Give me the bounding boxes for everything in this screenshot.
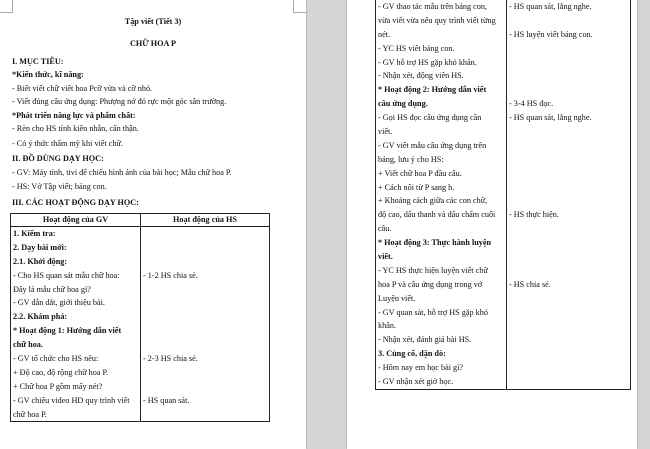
cell-line: 2.1. Khởi động: [13,256,68,266]
cell-line [509,14,628,28]
section-line: III. CÁC HOẠT ĐỘNG DẠY HỌC: [12,198,139,207]
cell-line: - 3-4 HS đọc. [509,99,554,109]
cell-line: - HS chia sẻ. [509,279,551,289]
cell-line: - GV dẫn dắt, giới thiệu bài. [13,298,105,308]
section-line: II. ĐỒ DÙNG DẠY HỌC: [12,154,104,163]
section-line: - HS: Vở Tập viết; bảng con. [12,182,107,191]
section-line: - Rèn cho HS tính kiên nhẫn, cẩn thận. [12,124,139,133]
cell-line: - HS quan sát, lắng nghe. [509,2,592,11]
cell-line: hoa P và câu ứng dụng trong vở [378,279,483,289]
cell-line [143,241,267,255]
cell-line: - GV hỗ trợ HS gặp khó khăn. [378,57,477,67]
cell-line: - GV quan sát, hỗ trợ HS gặp khó [378,307,488,317]
cell-line [509,83,628,97]
cell-line [509,306,628,320]
cell-line [509,222,628,236]
crop-mark-top-right [293,0,306,13]
crop-mark-top-left [0,0,13,13]
table-row [376,0,631,389]
cell-line [509,292,628,306]
cell-line: - Hôm nay em học bài gì? [378,363,464,373]
cell-line [509,236,628,250]
cell-line [143,255,267,269]
section-line: *Kiến thức, kĩ năng: [12,70,84,79]
cell-line: khăn. [378,321,396,331]
cell-line [509,361,628,375]
cell-line: 3. Củng cố, dặn dò: [378,349,446,359]
cell-line [509,42,628,56]
cell-line: - HS thực hiện. [509,210,559,220]
cell-line [143,366,267,380]
cell-line [509,250,628,264]
cell-line: viết. [378,252,393,262]
document-page-left [0,0,306,449]
cell-line [143,380,267,394]
cell-line [143,227,267,241]
cell-line [509,194,628,208]
cell-line: - GV chiếu video HD quy trình viết [13,395,130,405]
cell-line: 1. Kiểm tra: [13,229,56,238]
cell-line: - GV nhận xét giờ học. [378,377,454,387]
cell-line [143,296,267,310]
cell-line [509,319,628,333]
cell-line: + Chữ hoa P gồm mấy nét? [13,381,103,391]
cell-line: vừa viết vừa nêu quy trình viết từng [378,15,496,25]
cell-line [143,310,267,324]
document-page-right [347,0,637,449]
cell-line: - GV thao tác mẫu trên bảng con, [378,2,487,11]
table-header-row [11,214,270,227]
section-line: - GV: Máy tính, tivi để chiếu hình ảnh của bài học; Mẫu chữ hoa P. [12,168,232,177]
header-hs: Hoạt động của HS [141,214,270,227]
section-line: - Có ý thức thẩm mỹ khi viết chữ. [12,139,123,148]
cell-line: - HS quan sát. [143,395,190,405]
cell-line: độ cao, dấu thanh và dấu chấm cuối [378,210,496,220]
section-line: - Viết đúng câu ứng dụng: Phượng nở đỏ rực một góc sân trường. [12,97,227,106]
cell-line [509,181,628,195]
cell-line: Đây là mẫu chữ hoa gì? [13,284,91,294]
cell-line [509,153,628,167]
hs-activity-cell [507,0,631,389]
gv-activity-cell [11,227,141,422]
cell-line [509,125,628,139]
cell-line: + Khoảng cách giữa các con chữ, [378,196,488,206]
cell-line [509,139,628,153]
cell-line: - Cho HS quan sát mẫu chữ hoa: [13,270,120,280]
cell-line: + Cách nối từ P sang h. [378,182,455,192]
lesson-title: Tập viết (Tiết 3) [124,17,182,26]
header-gv: Hoạt động của GV [11,214,141,227]
cell-line: 2. Dạy bài mới: [13,242,67,252]
cell-line: câu. [378,224,392,234]
cell-line: * Hoạt động 3: Thực hành luyện [378,238,492,248]
cell-line: - YC HS thực hiện luyện viết chữ [378,265,488,275]
section-line: - Biết viết chữ viết hoa Pcỡ vừa và cỡ nhỏ. [12,84,153,93]
cell-line: - Gọi HS đọc câu ứng dụng cần [378,113,482,123]
cell-line: Luyện viết. [378,293,416,303]
cell-line: - Nhận xét, động viên HS. [378,71,464,81]
cell-line [143,408,267,422]
cell-line [143,338,267,352]
cell-line [509,347,628,361]
cell-line: 2.2. Khám phá: [13,312,68,322]
cell-line: câu ứng dụng. [378,99,428,109]
table-row [11,227,270,422]
cell-line [509,375,628,389]
cell-line [509,333,628,347]
cell-line: - HS quan sát, lắng nghe. [509,113,592,123]
cell-line: + Viết chữ hoa P đầu câu. [378,168,462,178]
cell-line: * Hoạt động 2: Hướng dẫn viết [378,85,487,95]
cell-line: - 2-3 HS chia sẻ. [143,354,198,364]
cell-line: viết. [378,127,393,137]
lesson-subtitle: CHỮ HOA P [129,39,177,48]
section-line: I. MỤC TIÊU: [12,57,64,66]
cell-line [509,56,628,70]
cell-line [143,283,267,297]
cell-line: nét. [378,29,391,39]
cell-line: chữ hoa P. [13,409,47,419]
gv-activity-cell [376,0,507,389]
cell-line [509,264,628,278]
cell-line: - HS luyện viết bảng con. [509,29,593,39]
cell-line [509,69,628,83]
activities-table-left [10,213,270,422]
cell-line: chữ hoa. [13,340,43,350]
cell-line: - GV tổ chức cho HS nêu: [13,354,99,364]
cell-line [509,167,628,181]
cell-line: - YC HS viết bảng con. [378,43,455,53]
cell-line [143,324,267,338]
cell-line: * Hoạt động 1: Hướng dẫn viết [13,326,122,336]
cell-line: - 1-2 HS chia sẻ. [143,270,198,280]
section-line: *Phát triển năng lực và phẩm chất: [12,111,136,120]
hs-activity-cell [141,227,270,422]
cell-line: - GV viết mẫu câu ứng dụng trên [378,140,487,150]
activities-table-right [375,0,631,390]
cell-line: bảng, lưu ý cho HS: [378,154,444,164]
cell-line: - Nhận xét, đánh giá bài HS. [378,335,472,345]
cell-line: + Độ cao, độ rộng chữ hoa P. [13,367,109,377]
